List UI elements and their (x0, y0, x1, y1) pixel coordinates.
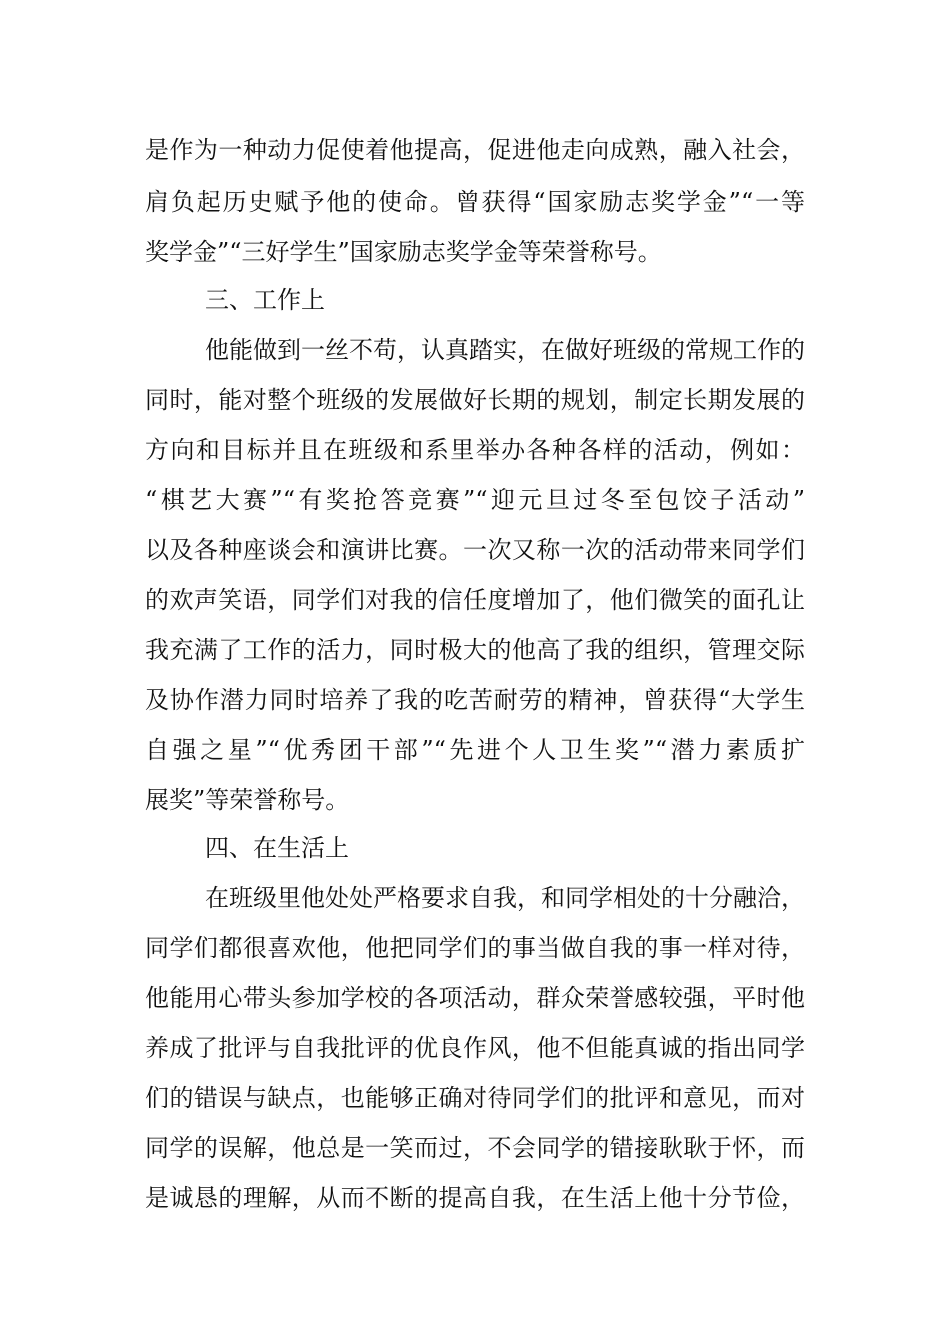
text-line-14: 展奖”等荣誉称号。 (145, 786, 350, 814)
text-line-8: “棋艺大赛”“有奖抢答竞赛”“迎元旦过冬至包饺子活动” (145, 486, 805, 514)
text-line-9: 以及各种座谈会和演讲比赛。一次又称一次的活动带来同学们 (145, 536, 805, 564)
text-line-2: 肩负起历史赋予他的使命。曾获得“国家励志奖学金”“一等 (145, 188, 805, 216)
text-line-5: 他能做到一丝不苟，认真踏实，在做好班级的常规工作的 (205, 336, 805, 364)
text-line-20: 们的错误与缺点，也能够正确对待同学们的批评和意见，而对 (145, 1084, 805, 1112)
text-line-3: 奖学金”“三好学生”国家励志奖学金等荣誉称号。 (145, 238, 662, 266)
text-line-17: 同学们都很喜欢他，他把同学们的事当做自我的事一样对待， (145, 934, 805, 962)
text-line-7: 方向和目标并且在班级和系里举办各种各样的活动，例如： (145, 436, 805, 464)
text-line-21: 同学的误解，他总是一笑而过，不会同学的错接耿耿于怀，而 (145, 1134, 805, 1162)
text-line-1: 是作为一种动力促使着他提高，促进他走向成熟，融入社会， (145, 136, 805, 164)
text-line-13: 自强之星”“优秀团干部”“先进个人卫生奖”“潜力素质扩 (145, 736, 805, 764)
text-line-16: 在班级里他处处严格要求自我，和同学相处的十分融洽， (205, 884, 805, 912)
text-line-22: 是诚恳的理解，从而不断的提高自我，在生活上他十分节俭， (145, 1184, 805, 1212)
text-line-10: 的欢声笑语，同学们对我的信任度增加了，他们微笑的面孔让 (145, 586, 805, 614)
text-line-19: 养成了批评与自我批评的优良作风，他不但能真诚的指出同学 (145, 1034, 805, 1062)
text-line-12: 及协作潜力同时培养了我的吃苦耐劳的精神，曾获得“大学生 (145, 686, 805, 714)
text-line-18: 他能用心带头参加学校的各项活动，群众荣誉感较强，平时他 (145, 984, 805, 1012)
section-heading-work: 三、工作上 (205, 286, 325, 314)
text-line-6: 同时，能对整个班级的发展做好长期的规划，制定长期发展的 (145, 386, 805, 414)
section-heading-life: 四、在生活上 (205, 834, 349, 862)
text-line-11: 我充满了工作的活力，同时极大的他高了我的组织，管理交际 (145, 636, 805, 664)
